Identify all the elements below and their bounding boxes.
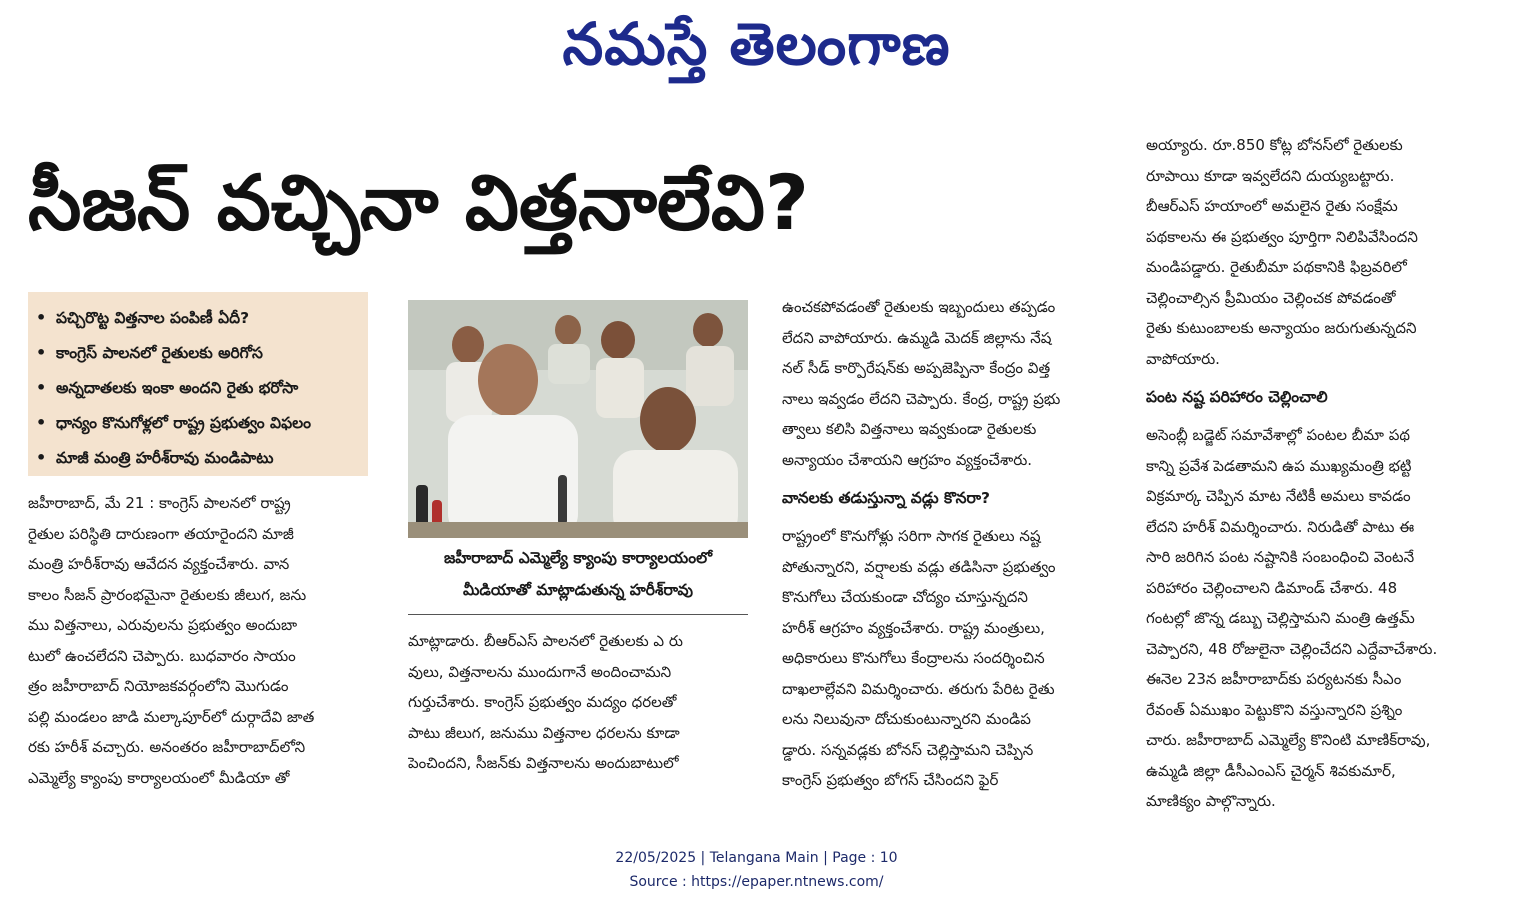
article-line: దాఖలాల్లేవని విమర్శించారు. తరుగు పేరిట రైతు xyxy=(782,679,1055,698)
article-line: బీఆర్‌ఎస్ హయాంలో అమలైన రైతు సంక్షేమ xyxy=(1146,197,1398,215)
news-photo xyxy=(408,300,748,538)
article-column-4 xyxy=(1146,130,1486,817)
article-column-2 xyxy=(408,626,748,779)
caption-divider xyxy=(408,614,748,615)
bullet-icon: • xyxy=(36,308,47,327)
highlight-item xyxy=(36,405,362,440)
footer-source: Source : https://epaper.ntnews.com/ xyxy=(629,874,884,890)
article-line: ఎమ్మెల్యే క్యాంపు కార్యాలయంలో మీడియా తో xyxy=(28,768,290,787)
article-line: చారు. జహీరాబాద్ ఎమ్మెల్యే కొనింటి మాణిక్‌రావు, xyxy=(1146,731,1431,749)
article-line: ఉంచకపోవడంతో రైతులకు ఇబ్బందులు తప్పడం xyxy=(782,298,1056,316)
article-line: సారి జరిగిన పంట నష్టానికి సంబంధించి వెంటనే xyxy=(1146,548,1415,566)
article-line: పోతున్నారని, వర్షాలకు వడ్లు తడిసినా ప్రభుత్వం xyxy=(782,557,1056,576)
article-line: అన్యాయం చేశాయని ఆగ్రహం వ్యక్తంచేశారు. xyxy=(782,450,1033,469)
article-line: కాన్ని ప్రవేశ పెడతామని ఉప ముఖ్యమంత్రి భట్టి xyxy=(1146,456,1412,475)
article-line: అధికారులు కొనుగోలు కేంద్రాలను సందర్శించిన xyxy=(782,649,1045,667)
highlight-item xyxy=(36,335,362,370)
article-line: కొనుగోలు చేయకుండా చోద్యం చూస్తున్నదని xyxy=(782,588,1028,606)
article-line: వులు, విత్తనాలను ముందుగానే అందించామని xyxy=(408,662,672,681)
article-line: హరీశ్ ఆగ్రహం వ్యక్తంచేశారు. రాష్ట్ర మంత్రులు, xyxy=(782,618,1045,637)
article-column-3 xyxy=(782,292,1122,796)
article-subheading: పంట నష్ట పరిహారం చెల్లించాలి xyxy=(1146,388,1328,406)
article-line: ము విత్తనాలు, ఎరువులను ప్రభుత్వం అందుబా xyxy=(28,616,298,634)
article-line: రాష్ట్రంలో కొనుగోళ్లు సరిగా సాగక రైతులు నష్ట xyxy=(782,527,1041,545)
photo-caption: జహీరాబాద్ ఎమ్మెల్యే క్యాంపు కార్యాలయంలో మీడియాతో మాట్లాడుతున్న హరీశ్‌రావు xyxy=(443,549,713,599)
article-line: మాట్లాడారు. బీఆర్‌ఎస్ పాలనలో రైతులకు ఎ రు xyxy=(408,632,683,650)
highlight-item xyxy=(36,440,362,475)
article-line: త్రం జహీరాబాద్ నియోజకవర్గంలోని మొగుడం xyxy=(28,677,289,695)
highlight-item xyxy=(36,300,362,335)
article-line: జహీరాబాద్, మే 21 : కాంగ్రెస్ పాలనలో రాష్ట్ర xyxy=(28,494,291,512)
highlight-text: పచ్చిరొట్ట విత్తనాల పంపిణీ ఏదీ? xyxy=(56,309,250,327)
bullet-icon: • xyxy=(36,378,47,397)
footer-date-page: 22/05/2025 | Telangana Main | Page : 10 xyxy=(615,850,898,866)
article-line: వాపోయారు. xyxy=(1146,349,1220,368)
article-line: కాంగ్రెస్ ప్రభుత్వం బోగస్ చేసిందని ఫైర్ xyxy=(782,771,999,789)
article-line: చెప్పారని, 48 రోజులైనా చెల్లించేదని ఎద్దేవాచేశారు. xyxy=(1146,639,1438,658)
article-line: రూపాయి కూడా ఇవ్వలేదని దుయ్యబట్టారు. xyxy=(1146,166,1395,185)
article-line: చెల్లించాల్సిన ప్రీమియం చెల్లించక పోవడంతో xyxy=(1146,288,1396,307)
article-line: డ్డారు. సన్నవడ్లకు బోనస్ చెల్లిస్తామని చెప్పిన xyxy=(782,740,1034,759)
article-line: రైతుల పరిస్థితి దారుణంగా తయారైందని మాజీ xyxy=(28,524,294,543)
article-line: మాణిక్యం పాల్గొన్నారు. xyxy=(1146,792,1276,810)
article-line: విక్రమార్క చెప్పిన మాట నేటికీ అమలు కావడం xyxy=(1146,487,1411,505)
highlight-text: అన్నదాతలకు ఇంకా అందని రైతు భరోసా xyxy=(56,379,299,397)
article-line: పాటు జీలుగ, జనుము విత్తనాల ధరలను కూడా xyxy=(408,723,680,742)
bullet-icon: • xyxy=(36,413,47,432)
article-line: పల్లి మండలం జాడి మల్కాపూర్‌లో దుర్గాదేవి జాత xyxy=(28,707,315,726)
article-line: మండిపడ్డారు. రైతుబీమా పథకానికి ఫిబ్రవరిలో xyxy=(1146,258,1407,276)
newspaper-masthead: నమస్తే తెలంగాణ xyxy=(562,10,951,78)
article-line: రైతు కుటుంబాలకు అన్యాయం జరుగుతున్నదని xyxy=(1146,319,1417,337)
page-footer xyxy=(0,846,1513,894)
article-line: గుర్తుచేశారు. కాంగ్రెస్ ప్రభుత్వం మద్యం ధరలతో xyxy=(408,693,677,711)
article-line: పరిహారం చెల్లించాలని డిమాండ్ చేశారు. 48 xyxy=(1146,578,1398,597)
highlight-item xyxy=(36,370,362,405)
article-line: లేదని వాపోయారు. ఉమ్మడి మెదక్ జిల్లాను నేష xyxy=(782,328,1052,347)
article-line: గంటల్లో జొన్న డబ్బు చెల్లిస్తామని మంత్రి ఉత్తమ్ xyxy=(1146,609,1415,627)
bullet-icon: • xyxy=(36,343,47,362)
article-line: లేదని హరీశ్ విమర్శించారు. నిరుడితో పాటు ఈ xyxy=(1146,517,1415,536)
article-line: నాలు ఇవ్వడం లేదని చెప్పారు. కేంద్ర, రాష్ట్ర ప్రభు xyxy=(782,389,1061,408)
article-line: త్వాలు కలిసి విత్తనాలు ఇవ్వకుండా రైతులకు xyxy=(782,420,1037,438)
article-line: మంత్రి హరీశ్‌రావు ఆవేదన వ్యక్తంచేశారు. వాన xyxy=(28,555,290,573)
article-line: కాలం సీజన్ ప్రారంభమైనా రైతులకు జీలుగ, జను xyxy=(28,585,307,604)
article-line: ఈనెల 23న జహీరాబాద్‌కు పర్యటనకు సీఎం xyxy=(1146,670,1402,688)
bullet-icon: • xyxy=(36,448,47,467)
article-column-1 xyxy=(28,488,368,793)
article-line: నల్ సీడ్ కార్పొరేషన్‌కు అప్పజెప్పినా కేంద్రం విత్త xyxy=(782,359,1051,377)
highlights-box xyxy=(28,292,368,476)
article-subheading: వానలకు తడుస్తున్నా వడ్లు కొనరా? xyxy=(782,489,991,507)
article-line: పెంచిందని, సీజన్‌కు విత్తనాలను అందుబాటులో xyxy=(408,754,679,772)
highlight-text: ధాన్యం కొనుగోళ్లలో రాష్ట్ర ప్రభుత్వం విఫలం xyxy=(56,414,311,432)
highlight-text: మాజీ మంత్రి హరీశ్‌రావు మండిపాటు xyxy=(56,449,274,467)
highlight-text: కాంగ్రెస్ పాలనలో రైతులకు అరిగోస xyxy=(56,344,263,362)
press-meet-photo-illustration xyxy=(408,300,748,538)
article-line: పథకాలను ఈ ప్రభుత్వం పూర్తిగా నిలిపివేసిందని xyxy=(1146,227,1418,246)
article-line: రేవంత్ ఏముఖం పెట్టుకొని వస్తున్నారని ప్రశ్నిం xyxy=(1146,700,1403,719)
article-line: లను నిలువునా దోచుకుంటున్నారని మండిప xyxy=(782,710,1031,728)
article-headline: సీజన్ వచ్చినా విత్తనాలేవి? xyxy=(28,158,810,247)
article-line: రకు హరీశ్ వచ్చారు. అనంతరం జహీరాబాద్‌లోని xyxy=(28,738,306,756)
article-line: టులో ఉంచలేదని చెప్పారు. బుధవారం సాయం xyxy=(28,646,296,665)
article-line: ఉమ్మడి జిల్లా డీసీఎంఎస్ చైర్మన్ శివకుమార్, xyxy=(1146,761,1396,780)
article-line: అయ్యారు. రూ.850 కోట్ల బోనస్‌లో రైతులకు xyxy=(1146,136,1403,154)
article-line: అసెంబ్లీ బడ్జెట్ సమావేశాల్లో పంటల బీమా పథ xyxy=(1146,426,1411,444)
